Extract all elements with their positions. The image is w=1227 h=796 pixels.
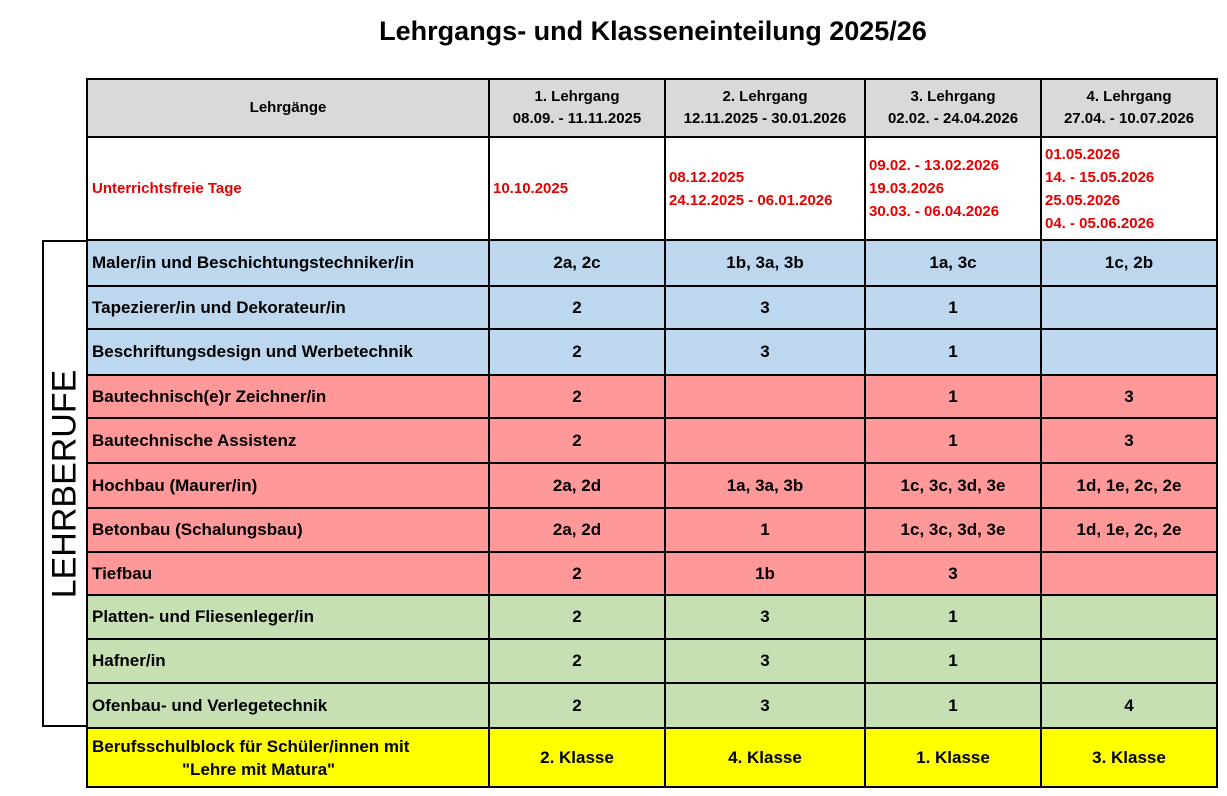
table-cell: 3	[665, 329, 865, 375]
table-cell: 1a, 3a, 3b	[665, 463, 865, 508]
table-cell: 2	[489, 286, 665, 329]
header-label: Lehrgänge	[87, 79, 489, 137]
table-cell: 2a, 2c	[489, 240, 665, 286]
free-day: 09.02. - 13.02.2026	[869, 157, 1000, 174]
row-label: Tiefbau	[87, 552, 489, 595]
table-cell: 2	[489, 329, 665, 375]
table-cell	[665, 375, 865, 418]
table-cell: 1	[865, 639, 1041, 683]
table-cell: 1	[665, 508, 865, 552]
row-label: Platten- und Fliesenleger/in	[87, 595, 489, 639]
row-label: Bautechnische Assistenz	[87, 418, 489, 463]
table-cell: 1a, 3c	[865, 240, 1041, 286]
table-cell: 1	[865, 595, 1041, 639]
column-header	[865, 79, 1041, 137]
footer-label	[87, 728, 489, 787]
free-days-cell	[665, 137, 865, 240]
free-day: 30.03. - 06.04.2026	[869, 203, 1000, 220]
table-cell	[1041, 595, 1217, 639]
table-row	[87, 508, 1217, 552]
table-cell: 2	[489, 375, 665, 418]
footer-label-line: "Lehre mit Matura"	[182, 759, 336, 779]
table-cell	[1041, 552, 1217, 595]
footer-cell: 1. Klasse	[865, 728, 1041, 787]
table-cell: 2	[489, 552, 665, 595]
row-label: Hochbau (Maurer/in)	[87, 463, 489, 508]
table-cell: 2a, 2d	[489, 508, 665, 552]
table-cell: 1c, 3c, 3d, 3e	[865, 463, 1041, 508]
table-row	[87, 463, 1217, 508]
row-label: Tapezierer/in und Dekorateur/in	[87, 286, 489, 329]
table-cell: 1	[865, 329, 1041, 375]
footer-cell: 4. Klasse	[665, 728, 865, 787]
row-label: Ofenbau- und Verlegetechnik	[87, 683, 489, 728]
footer-label-line: Berufsschulblock für Schüler/innen mit	[92, 736, 410, 756]
column-name: 2. Lehrgang	[722, 88, 808, 105]
column-header	[1041, 79, 1217, 137]
column-dates: 02.02. - 24.04.2026	[887, 110, 1019, 127]
free-day: 19.03.2026	[869, 180, 945, 197]
column-name: 3. Lehrgang	[910, 88, 996, 105]
free-day: 24.12.2025 - 06.01.2026	[669, 191, 833, 209]
free-day: 08.12.2025	[669, 168, 745, 186]
header-row	[87, 79, 1217, 137]
table-cell: 2	[489, 595, 665, 639]
table-cell: 1	[865, 683, 1041, 728]
table-cell: 3	[1041, 418, 1217, 463]
table-cell: 1c, 2b	[1041, 240, 1217, 286]
schedule-table	[86, 78, 1218, 788]
table-row	[87, 240, 1217, 286]
table-cell: 1	[865, 286, 1041, 329]
table-cell	[1041, 286, 1217, 329]
table-cell	[665, 418, 865, 463]
table-cell: 1b	[665, 552, 865, 595]
table-cell: 1d, 1e, 2c, 2e	[1041, 508, 1217, 552]
free-days-cell	[489, 137, 665, 240]
table-cell	[1041, 329, 1217, 375]
footer-row	[87, 728, 1217, 787]
table-cell: 2	[489, 683, 665, 728]
table-cell: 1	[865, 418, 1041, 463]
side-label: LEHRBERUFE	[45, 369, 84, 598]
free-days-cell	[865, 137, 1041, 240]
table-row	[87, 418, 1217, 463]
table-cell: 1b, 3a, 3b	[665, 240, 865, 286]
column-header	[489, 79, 665, 137]
free-day: 04. - 05.06.2026	[1045, 214, 1155, 232]
row-label: Hafner/in	[87, 639, 489, 683]
table-row	[87, 683, 1217, 728]
table-cell: 1c, 3c, 3d, 3e	[865, 508, 1041, 552]
table-cell: 2	[489, 418, 665, 463]
table-cell: 1	[865, 375, 1041, 418]
column-dates: 27.04. - 10.07.2026	[1063, 110, 1195, 127]
footer-cell: 2. Klasse	[489, 728, 665, 787]
table-row	[87, 552, 1217, 595]
free-days-row	[87, 137, 1217, 240]
free-day: 10.10.2025	[493, 180, 569, 197]
table-cell: 2	[489, 639, 665, 683]
table-cell: 1d, 1e, 2c, 2e	[1041, 463, 1217, 508]
table-row	[87, 639, 1217, 683]
column-header	[665, 79, 865, 137]
table-cell	[1041, 639, 1217, 683]
table-cell: 3	[665, 683, 865, 728]
row-label: Beschriftungsdesign und Werbetechnik	[87, 329, 489, 375]
column-name: 4. Lehrgang	[1086, 88, 1172, 105]
table-cell: 3	[865, 552, 1041, 595]
side-label-box	[42, 240, 86, 727]
table-cell: 4	[1041, 683, 1217, 728]
table-cell: 3	[665, 639, 865, 683]
table-row	[87, 329, 1217, 375]
table-row	[87, 375, 1217, 418]
page-title: Lehrgangs- und Klasseneinteilung 2025/26	[379, 16, 927, 46]
table-row	[87, 286, 1217, 329]
free-day: 01.05.2026	[1045, 145, 1121, 163]
table-cell: 3	[665, 595, 865, 639]
free-days-cell	[1041, 137, 1217, 240]
table-row	[87, 595, 1217, 639]
column-dates: 12.11.2025 - 30.01.2026	[683, 110, 847, 127]
free-day: 14. - 15.05.2026	[1045, 168, 1155, 186]
column-name: 1. Lehrgang	[534, 88, 620, 105]
column-dates: 08.09. - 11.11.2025	[512, 110, 642, 127]
table-cell: 2a, 2d	[489, 463, 665, 508]
table-cell: 3	[665, 286, 865, 329]
row-label: Maler/in und Beschichtungstechniker/in	[87, 240, 489, 286]
footer-cell: 3. Klasse	[1041, 728, 1217, 787]
table-cell: 3	[1041, 375, 1217, 418]
row-label: Betonbau (Schalungsbau)	[87, 508, 489, 552]
free-days-label: Unterrichtsfreie Tage	[87, 137, 489, 240]
row-label: Bautechnisch(e)r Zeichner/in	[87, 375, 489, 418]
free-day: 25.05.2026	[1045, 191, 1121, 209]
